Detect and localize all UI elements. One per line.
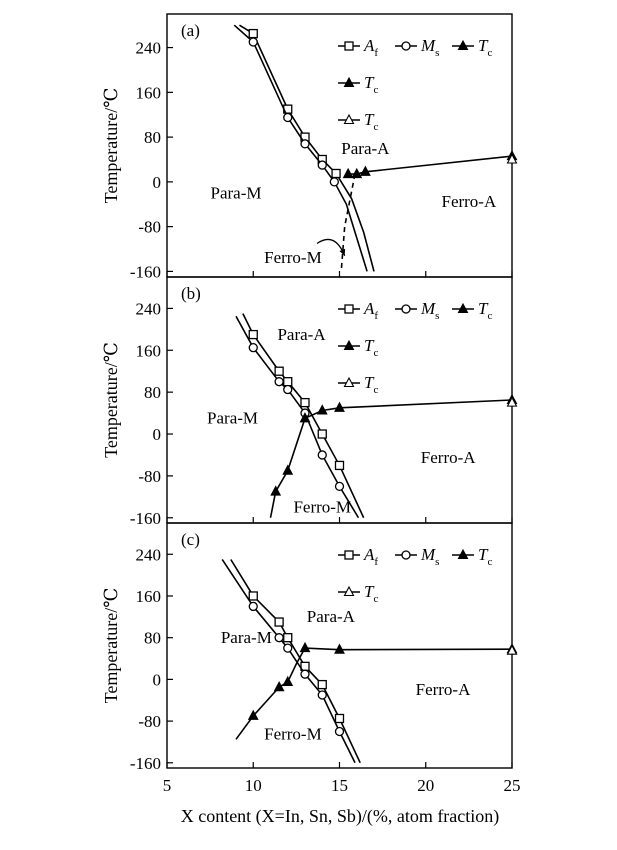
data-point [332, 169, 340, 177]
y-tick-label: -80 [138, 217, 161, 237]
data-point [330, 178, 338, 186]
data-point [336, 728, 344, 736]
y-tick-label: 0 [152, 670, 161, 690]
x-tick-label: 5 [162, 776, 172, 795]
legend-label: $A_f$ [364, 36, 379, 59]
data-point [318, 430, 326, 438]
legend-item [338, 582, 378, 605]
x-axis [163, 776, 521, 795]
panel-label: (b) [181, 284, 201, 303]
region-label: Para-M [207, 408, 259, 428]
x-tick-label: 15 [331, 776, 348, 795]
data-point [301, 399, 309, 407]
data-point [301, 140, 309, 148]
legend-label: $M_s$ [421, 299, 440, 322]
legend-marker [402, 42, 410, 50]
panels-group [101, 14, 517, 773]
legend-label: $T_c$ [364, 373, 379, 396]
y-tick-label: 240 [135, 38, 161, 58]
x-tick-label: 25 [503, 776, 521, 795]
legend-item [395, 36, 439, 59]
data-point [284, 378, 292, 386]
y-tick-label: 80 [144, 128, 161, 148]
y-tick-label: 240 [135, 545, 161, 565]
legend-marker [402, 305, 410, 313]
legend-label: $M_s$ [421, 36, 440, 59]
y-tick-label: -160 [129, 262, 161, 282]
y-tick-label: 80 [144, 628, 161, 648]
region-label: Ferro-A [420, 447, 476, 467]
data-point [283, 466, 292, 475]
legend-item [452, 36, 492, 59]
data-point [249, 331, 257, 339]
data-point [249, 30, 257, 38]
panel-b [101, 277, 517, 528]
y-tick-label: -160 [129, 753, 161, 773]
region-label: Para-A [341, 138, 390, 158]
legend-item [338, 373, 378, 396]
panel-label: (a) [181, 21, 200, 40]
legend-item [338, 336, 378, 359]
legend-item [338, 36, 378, 59]
legend-item [338, 299, 378, 322]
data-point [249, 38, 257, 46]
series-5 [341, 174, 355, 271]
region-label: Ferro-A [441, 192, 497, 212]
y-tick-label: -80 [138, 466, 161, 486]
series-line [341, 174, 355, 271]
data-point [318, 691, 326, 699]
data-point [283, 677, 292, 686]
data-point [275, 618, 283, 626]
region-label: Ferro-M [264, 248, 322, 268]
region-label: Ferro-M [264, 724, 322, 744]
data-point [275, 367, 283, 375]
data-point [284, 386, 292, 394]
data-point [336, 482, 344, 490]
data-point [318, 451, 326, 459]
legend-item [452, 545, 492, 568]
data-point [275, 378, 283, 386]
y-axis-label: Temperature/℃ [101, 587, 121, 704]
y-axis-label: Temperature/℃ [101, 87, 121, 204]
region-label: Ferro-M [293, 497, 352, 517]
panel-c [101, 523, 517, 773]
data-point [284, 634, 292, 642]
data-point [336, 714, 344, 722]
y-tick-label: -160 [129, 508, 161, 528]
data-point [275, 682, 284, 691]
legend-label: $T_c$ [364, 110, 379, 133]
panel-label: (c) [181, 530, 200, 549]
data-point [318, 161, 326, 169]
y-tick-label: 160 [135, 341, 161, 361]
legend-marker [345, 551, 353, 559]
legend-marker [402, 551, 410, 559]
data-point [249, 344, 257, 352]
data-point [249, 592, 257, 600]
data-point [284, 114, 292, 122]
legend-label: $T_c$ [364, 73, 379, 96]
y-tick-label: -80 [138, 712, 161, 732]
legend-label: $T_c$ [478, 545, 493, 568]
panel-a [101, 14, 517, 281]
legend-item [338, 110, 378, 133]
region-label: Para-A [306, 607, 355, 627]
region-label: Para-M [220, 627, 272, 647]
x-axis-label: X content (X=In, Sn, Sb)/(%, atom fraction) [180, 806, 500, 826]
legend-marker [345, 42, 353, 50]
y-tick-label: 0 [152, 425, 161, 445]
legend-item [395, 545, 439, 568]
legend-item [338, 545, 378, 568]
y-tick-label: 0 [152, 172, 161, 192]
plot-frame [167, 14, 512, 277]
data-point [275, 634, 283, 642]
legend-label: $T_c$ [478, 299, 493, 322]
legend-label: $T_c$ [478, 36, 493, 59]
x-tick-label: 10 [244, 776, 262, 795]
y-tick-label: 240 [135, 299, 161, 319]
legend-label: $A_f$ [364, 545, 379, 568]
data-point [301, 670, 309, 678]
legend-label: $A_f$ [364, 299, 379, 322]
y-axis-label: Temperature/℃ [101, 342, 121, 458]
legend-label: $T_c$ [364, 582, 379, 605]
region-label: Para-M [210, 183, 262, 203]
y-tick-label: 160 [135, 83, 161, 103]
legend-label: $M_s$ [421, 545, 440, 568]
data-point [249, 602, 257, 610]
data-point [284, 644, 292, 652]
region-label: Ferro-A [415, 680, 471, 700]
data-point [271, 487, 280, 496]
legend-marker [345, 305, 353, 313]
series-line [348, 156, 512, 174]
y-tick-label: 160 [135, 586, 161, 606]
data-point [301, 643, 310, 652]
legend-item [338, 73, 378, 96]
data-point [336, 461, 344, 469]
data-point [318, 681, 326, 689]
legend-item [395, 299, 439, 322]
region-label: Para-A [277, 324, 326, 344]
legend-label: $T_c$ [364, 336, 379, 359]
y-tick-label: 80 [144, 383, 161, 403]
x-tick-label: 20 [417, 776, 435, 795]
legend-item [452, 299, 492, 322]
